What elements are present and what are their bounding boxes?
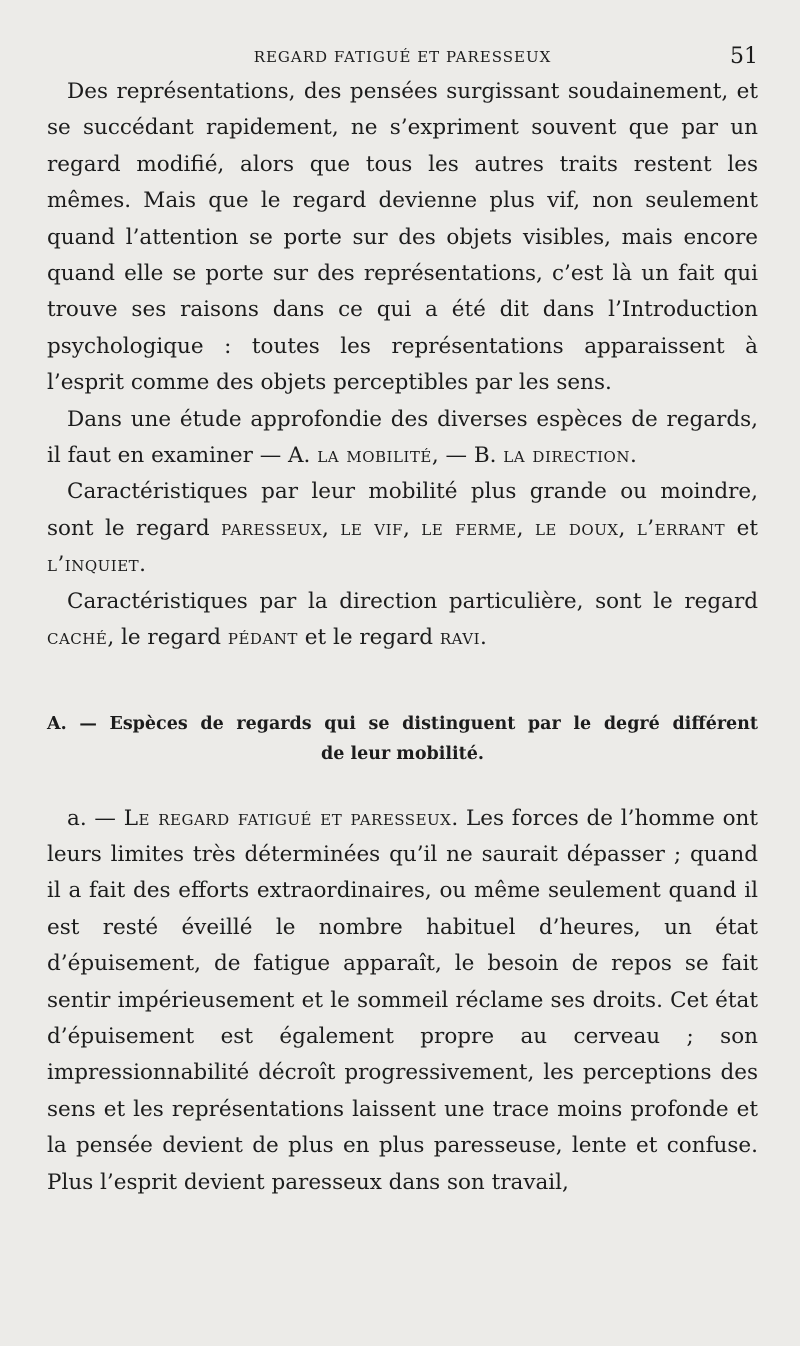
term-doux: le doux [534, 515, 619, 541]
term-paresseux: paresseux [221, 515, 323, 541]
sep: , le regard [107, 625, 228, 651]
section-heading-line-2: de leur mobilité. [321, 743, 484, 764]
paragraph-3 [47, 474, 758, 583]
paragraph-3-end: . [139, 552, 147, 578]
sep: , [618, 515, 637, 541]
sep: et [725, 515, 758, 541]
sep: et le regard [297, 625, 440, 651]
paragraph-a-label: a. — [67, 805, 124, 831]
term-errant: l’errant [636, 515, 726, 541]
paragraph-a-text: . Les forces de l’homme ont leurs limites très déterminées qu’il ne saurait dépasser ; quand il a fait des efforts extraordinaires, ou même seulement quand il est resté éveillé le nombre habituel d’heures, un état d’épuisement, de fatigue apparaît, le besoin de repos se fait sentir impérieusement et le sommeil réclame ses droits. Cet état d’épuisement est également propre au cerveau ; son impressionnabilité décroît progressivement, les perceptions des sens et les représentations laissent une trace moins profonde et la pensée devient de plus en plus paresseuse, lente et confuse. Plus l’esprit devient paresseux dans son travail, [47, 805, 759, 1195]
paragraph-3-intro: Caractéristiques par leur mobilité plus grande ou moindre, sont le regard [47, 479, 758, 541]
paragraph-2 [47, 402, 758, 475]
term-inquiet: l’inquiet [47, 552, 140, 578]
paragraph-4-intro: Caractéristiques par la direction particulière, sont le regard [67, 588, 758, 614]
paragraph-4 [47, 584, 758, 657]
term-vif: le vif [340, 515, 403, 541]
term-direction: la direction [503, 443, 630, 469]
page-number: 51 [730, 44, 758, 69]
sep: , [402, 515, 422, 541]
term-mobilite: la mobilité [317, 443, 432, 469]
term-pedant: pédant [227, 625, 298, 651]
paragraph-2-intro: Dans une étude approfondie des diverses espèces de regards, il faut en examiner — A. [47, 406, 758, 469]
paragraph-a-title: Le regard fatigué et paresseux [123, 805, 452, 831]
body-text [47, 74, 758, 657]
section-heading [47, 709, 758, 769]
paragraph-1: Des représentations, des pensées surgissant soudainement, et se succédant rapidement, ne s’expriment souvent que par un regard modifié, alors que tous les autres traits restent les mêmes. Mais que le regard devienne plus vif, non seulement quand l’attention se porte sur des objets visibles, mais encore quand elle se porte sur des représentations, c’est là un fait qui trouve ses raisons dans ce qui a été dit dans l’Introduction psychologique : toutes les représentations apparaissent à l’esprit comme des objets perceptibles par les sens. [47, 79, 758, 396]
paragraph-2-end: . [629, 443, 637, 469]
sep: , [322, 515, 341, 541]
sep: , [516, 515, 535, 541]
running-head-title: REGARD FATIGUÉ ET PARESSEUX [253, 48, 552, 66]
paragraph-2-mid: , — B. [431, 443, 504, 469]
term-cache: caché [47, 625, 108, 651]
paragraph-4-end: . [480, 625, 487, 651]
term-ferme: le ferme [421, 515, 517, 541]
section-heading-line-1: A. — Espèces de regards qui se distinguent par le degré différent [47, 713, 758, 734]
paragraph-a [47, 801, 758, 1201]
running-head [47, 40, 758, 74]
term-ravi: ravi [439, 625, 480, 651]
body-text-section-a [47, 801, 758, 1201]
